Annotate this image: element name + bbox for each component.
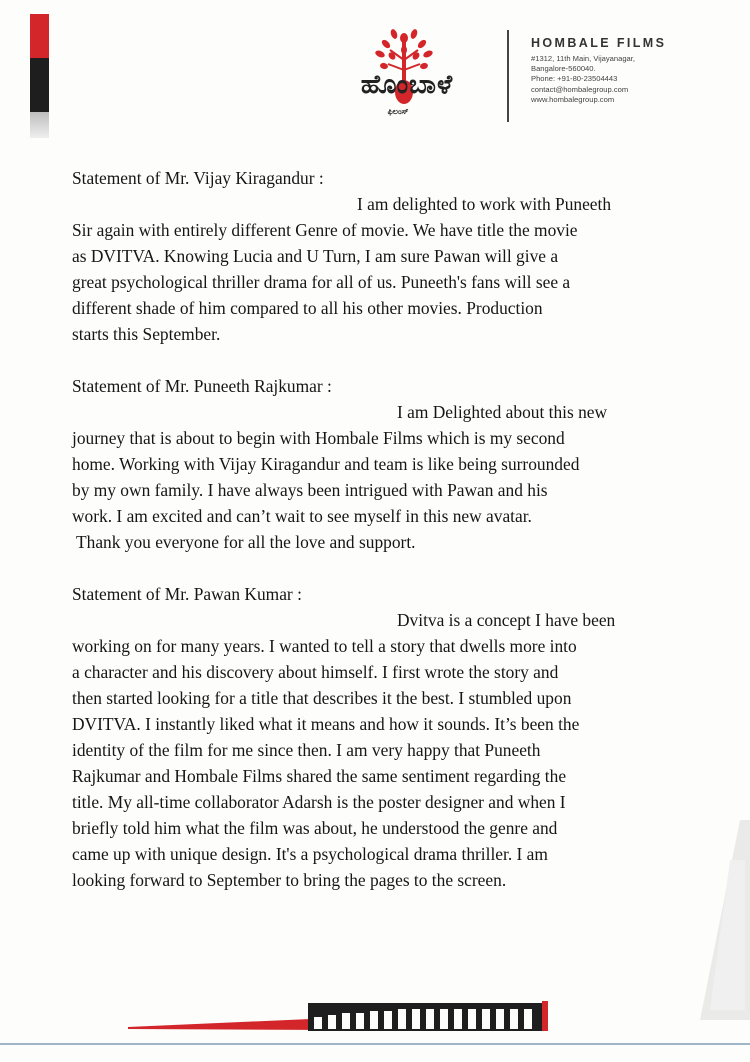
header-divider — [507, 30, 509, 122]
faint-filmstrip-decoration — [640, 820, 750, 1020]
letterhead-color-strip — [30, 14, 49, 138]
logo-tagline: ಫಿಲಂಸ್ — [387, 107, 409, 116]
company-info — [531, 36, 736, 105]
statement-line: work. I am excited and can’t wait to see myself in this new avatar. — [72, 506, 532, 526]
company-name: HOMBALE FILMS — [531, 36, 667, 50]
statement-line: journey that is about to begin with Hombale Films which is my second — [72, 428, 565, 448]
statement-line: looking forward to September to bring the pages to the screen. — [72, 870, 507, 890]
statement-line: Sir again with entirely different Genre of movie. We have title the movie — [72, 220, 578, 240]
statement-line: Dvitva is a concept I have been — [397, 610, 616, 630]
statement-heading: Statement of Mr. Pawan Kumar : — [72, 584, 302, 604]
logo-kannada-text: ಹೊಂಬಾಳೆ — [360, 70, 454, 100]
statement-line: I am Delighted about this new — [397, 402, 608, 422]
letter-body — [72, 165, 702, 893]
website-link[interactable]: www.hombalegroup.com — [531, 94, 615, 104]
statement-line: then started looking for a title that describes it the best. I stumbled upon — [72, 688, 572, 708]
statement-line: different shade of him compared to all his other movies. Production — [72, 298, 543, 318]
statement-line: DVITVA. I instantly liked what it means and how it sounds. It’s been the — [72, 714, 580, 734]
statement-line: great psychological thriller drama for all of us. Puneeth's fans will see a — [72, 272, 571, 292]
statement-line: working on for many years. I wanted to tell a story that dwells more into — [72, 636, 577, 656]
email-address[interactable]: contact@hombalegroup.com — [531, 84, 629, 94]
statement-line: home. Working with Vijay Kiragandur and team is like being surrounded — [72, 454, 580, 474]
statement-line: as DVITVA. Knowing Lucia and U Turn, I am sure Pawan will give a — [72, 246, 559, 266]
statement-line: Rajkumar and Hombale Films shared the same sentiment regarding the — [72, 766, 567, 786]
statement-line: identity of the film for me since then. I am very happy that Puneeth — [72, 740, 541, 760]
statement-line: title. My all-time collaborator Adarsh is the poster designer and when I — [72, 792, 566, 812]
phone-number: Phone: +91-80-23504443 — [531, 74, 618, 84]
statement-line: Thank you everyone for all the love and support. — [76, 532, 416, 552]
address-line-2: Bangalore-560040. — [531, 64, 596, 74]
statement-line: by my own family. I have always been intrigued with Pawan and his — [72, 480, 548, 500]
statement-heading: Statement of Mr. Puneeth Rajkumar : — [72, 376, 332, 396]
statement-heading: Statement of Mr. Vijay Kiragandur : — [72, 168, 324, 188]
film-strip-footer-icon — [128, 995, 548, 1035]
statement-line: I am delighted to work with Puneeth — [357, 194, 612, 214]
page-bottom-edge — [0, 1043, 750, 1045]
statement-line: a character and his discovery about himself. I first wrote the story and — [72, 662, 559, 682]
address-line-1: #1312, 11th Main, Vijayanagar, — [531, 54, 635, 63]
statement-line: briefly told him what the film was about, he understood the genre and — [72, 818, 558, 838]
statement-line: came up with unique design. It's a psychological drama thriller. I am — [72, 844, 548, 864]
statement-line: starts this September. — [72, 324, 221, 344]
